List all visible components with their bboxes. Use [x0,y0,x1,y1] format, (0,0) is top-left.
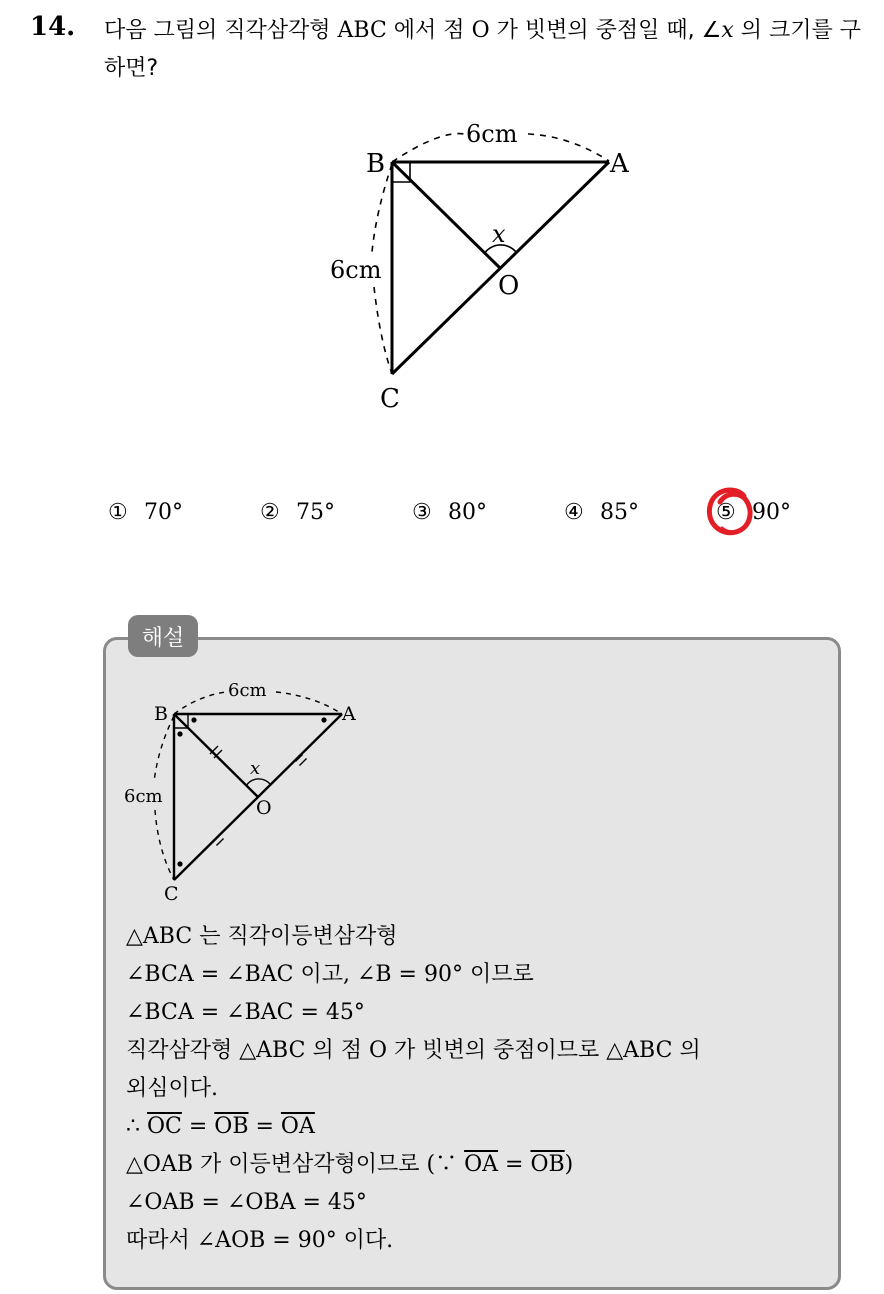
vertex-label-c: C [164,883,179,905]
solution-line: ∠BCA = ∠BAC 이고, ∠B = 90° 이므로 [126,962,534,987]
solution-line [126,1146,701,1184]
angle-dot [321,717,326,722]
vertex-label-b: B [366,149,386,179]
top-length-arc [276,692,342,714]
choice-3[interactable] [412,500,487,525]
therefore-symbol: ∴ [126,1114,147,1139]
question-text-part: 에서 점 [386,18,472,43]
choice-value: 80° [448,500,487,525]
top-length-arc [528,134,609,161]
angle-dot [191,717,196,722]
vertex-label-b: B [154,703,168,725]
equals-sign: = [181,1114,215,1139]
solution-line: ∠BCA = ∠BAC = 45° [126,1000,365,1025]
choice-4[interactable] [564,500,639,525]
choice-mark: ② [260,500,280,525]
question-text-part: 의 크기를 구하면? [104,18,861,81]
triangle-figure [300,112,640,422]
solution-line: 직각삼각형 △ABC 의 점 O 가 빗변의 중점이므로 △ABC 의 [126,1038,701,1063]
vertex-label-a: A [342,703,356,725]
angle-label-x: x [492,220,506,248]
vertex-label-a: A [610,149,629,179]
angle-x-arc [246,779,270,786]
solution-line: 외심이다. [126,1076,219,1101]
solution-tag: 해설 [128,615,198,657]
choice-value: 90° [752,500,791,525]
choice-mark: ① [108,500,128,525]
top-length-label: 6cm [466,120,518,148]
left-length-arc [155,810,174,880]
choice-value: 75° [296,500,335,525]
question-text [104,12,864,88]
equals-sign: = [498,1152,531,1177]
question-text-part: 가 빗변의 중점일 때, ∠ [489,18,722,43]
solution-line [126,1108,701,1146]
solution-line: ∠OAB = ∠OBA = 45° [126,1190,367,1215]
point-label-o: O [498,271,520,301]
choice-mark: ④ [564,500,584,525]
point-label-o: O [256,797,272,819]
solution-line: 따라서 ∠AOB = 90° 이다. [126,1228,394,1253]
segment-ob: $\overline{OB}$ [530,1152,565,1177]
solution-text [126,918,701,1260]
close-paren: ) [564,1152,574,1177]
question-number: 14. [30,12,76,42]
choice-2[interactable] [260,500,335,525]
choice-mark: ③ [412,500,432,525]
angle-dot [177,731,182,736]
selected-answer-circle [704,482,756,540]
segment-oa: $\overline{OA}$ [280,1114,315,1139]
segment-oc: $\overline{OC}$ [147,1114,182,1139]
top-length-label: 6cm [228,680,267,701]
choice-1[interactable] [108,500,183,525]
choice-mark: ⑤ [716,500,736,525]
solution-figure [118,674,378,914]
top-length-arc [392,134,465,162]
question-text-latin: O [471,18,490,43]
question-text-part: 다음 그림의 직각삼각형 [104,18,338,43]
angle-dot [177,861,182,866]
segment-ob: $\overline{OB}$ [214,1114,249,1139]
solution-line-text: △OAB 가 이등변삼각형이므로 (∵ [126,1152,465,1177]
question-text-latin: ABC [337,18,387,43]
choice-value: 85° [600,500,639,525]
left-length-label: 6cm [330,256,382,284]
segment-bo [392,162,500,268]
top-length-arc [174,692,226,714]
equals-sign: = [248,1114,281,1139]
question-angle-variable: x [721,18,734,43]
left-length-arc [374,287,392,374]
vertex-label-c: C [380,384,400,414]
solution-line: △ABC 는 직각이등변삼각형 [126,924,398,949]
choice-value: 70° [144,500,183,525]
left-length-label: 6cm [124,786,163,807]
left-length-arc [154,716,174,782]
angle-label-x: x [250,758,261,779]
segment-oa: $\overline{OA}$ [464,1152,499,1177]
